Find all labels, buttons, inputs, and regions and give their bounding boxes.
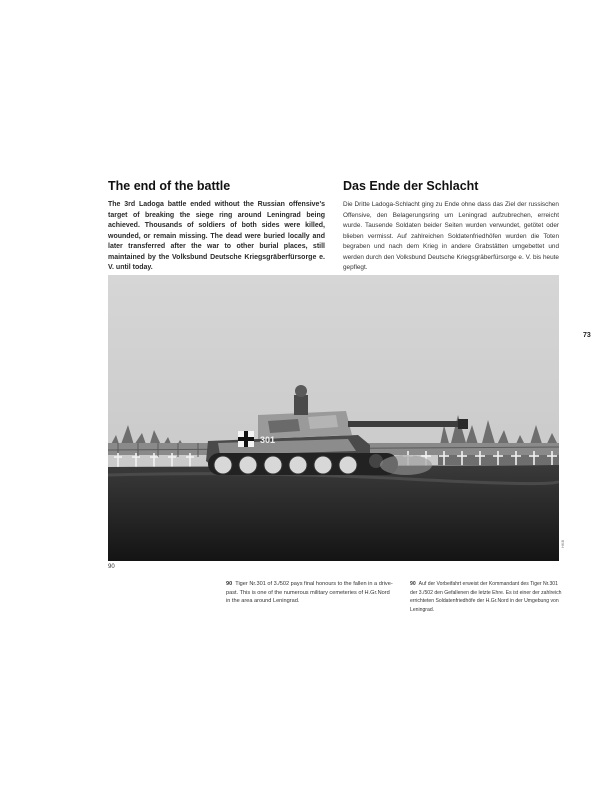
caption-german-text: Auf der Vorbeifahrt erweist der Kommandant des Tiger Nr.301 der 3./502 den Gefallenen die letzte Ehre. Es ist einer der zahlreich errichteten Soldatenfriedhöfe der H.Gr.Nord in der Umgebung von Leningrad. [410, 581, 562, 613]
svg-text:301: 301 [260, 435, 276, 445]
page-number: 73 [583, 332, 591, 339]
body-text-english: The 3rd Ladoga battle ended without the Russian offensive's target of breaking the siege ring around Leningrad being achieved. Thousands of soldiers of both sides were killed, wounded, or remain missing. The dead were buried locally and later transferred after the war to other burial places, still maintained by the Volksbund Deutsche Kriegsgräberfürsorge e. V. until today. [108, 201, 325, 271]
caption-english-number: 90 [226, 581, 233, 587]
body-text-german: Die Dritte Ladoga-Schlacht ging zu Ende ohne dass das Ziel der russischen Offensive, den Belagerungsring um Leningrad aufzubrechen, erreicht wurde. Tausende Soldaten beider Seiten wurden verwundet, getötet oder blieben vermisst. Auf zahlreichen Soldatenfriedhöfen wurden die Toten begraben und nach dem Krieg in andere Grabstätten umgebettet und werden durch den Volksbund Deutsche Kriegsgräberfürsorge e. V. bis heute gepflegt. [343, 201, 559, 271]
tank-photograph [108, 275, 559, 561]
tank-cemetery-illustration [108, 275, 559, 561]
figure-number: 90 [108, 564, 115, 570]
caption-english-text: Tiger Nr.301 of 3./502 pays final honours to the fallen in a drive-past. This is one of the numerous military cemeteries of H.Gr.Nord in the area around Leningrad. [226, 581, 393, 605]
photo-credit: HKB [560, 539, 565, 548]
heading-german: Das Ende der Schlacht [343, 179, 479, 193]
heading-english: The end of the battle [108, 179, 231, 193]
caption-german-number: 90 [410, 581, 416, 587]
caption-german [410, 580, 562, 614]
caption-english [226, 580, 394, 606]
